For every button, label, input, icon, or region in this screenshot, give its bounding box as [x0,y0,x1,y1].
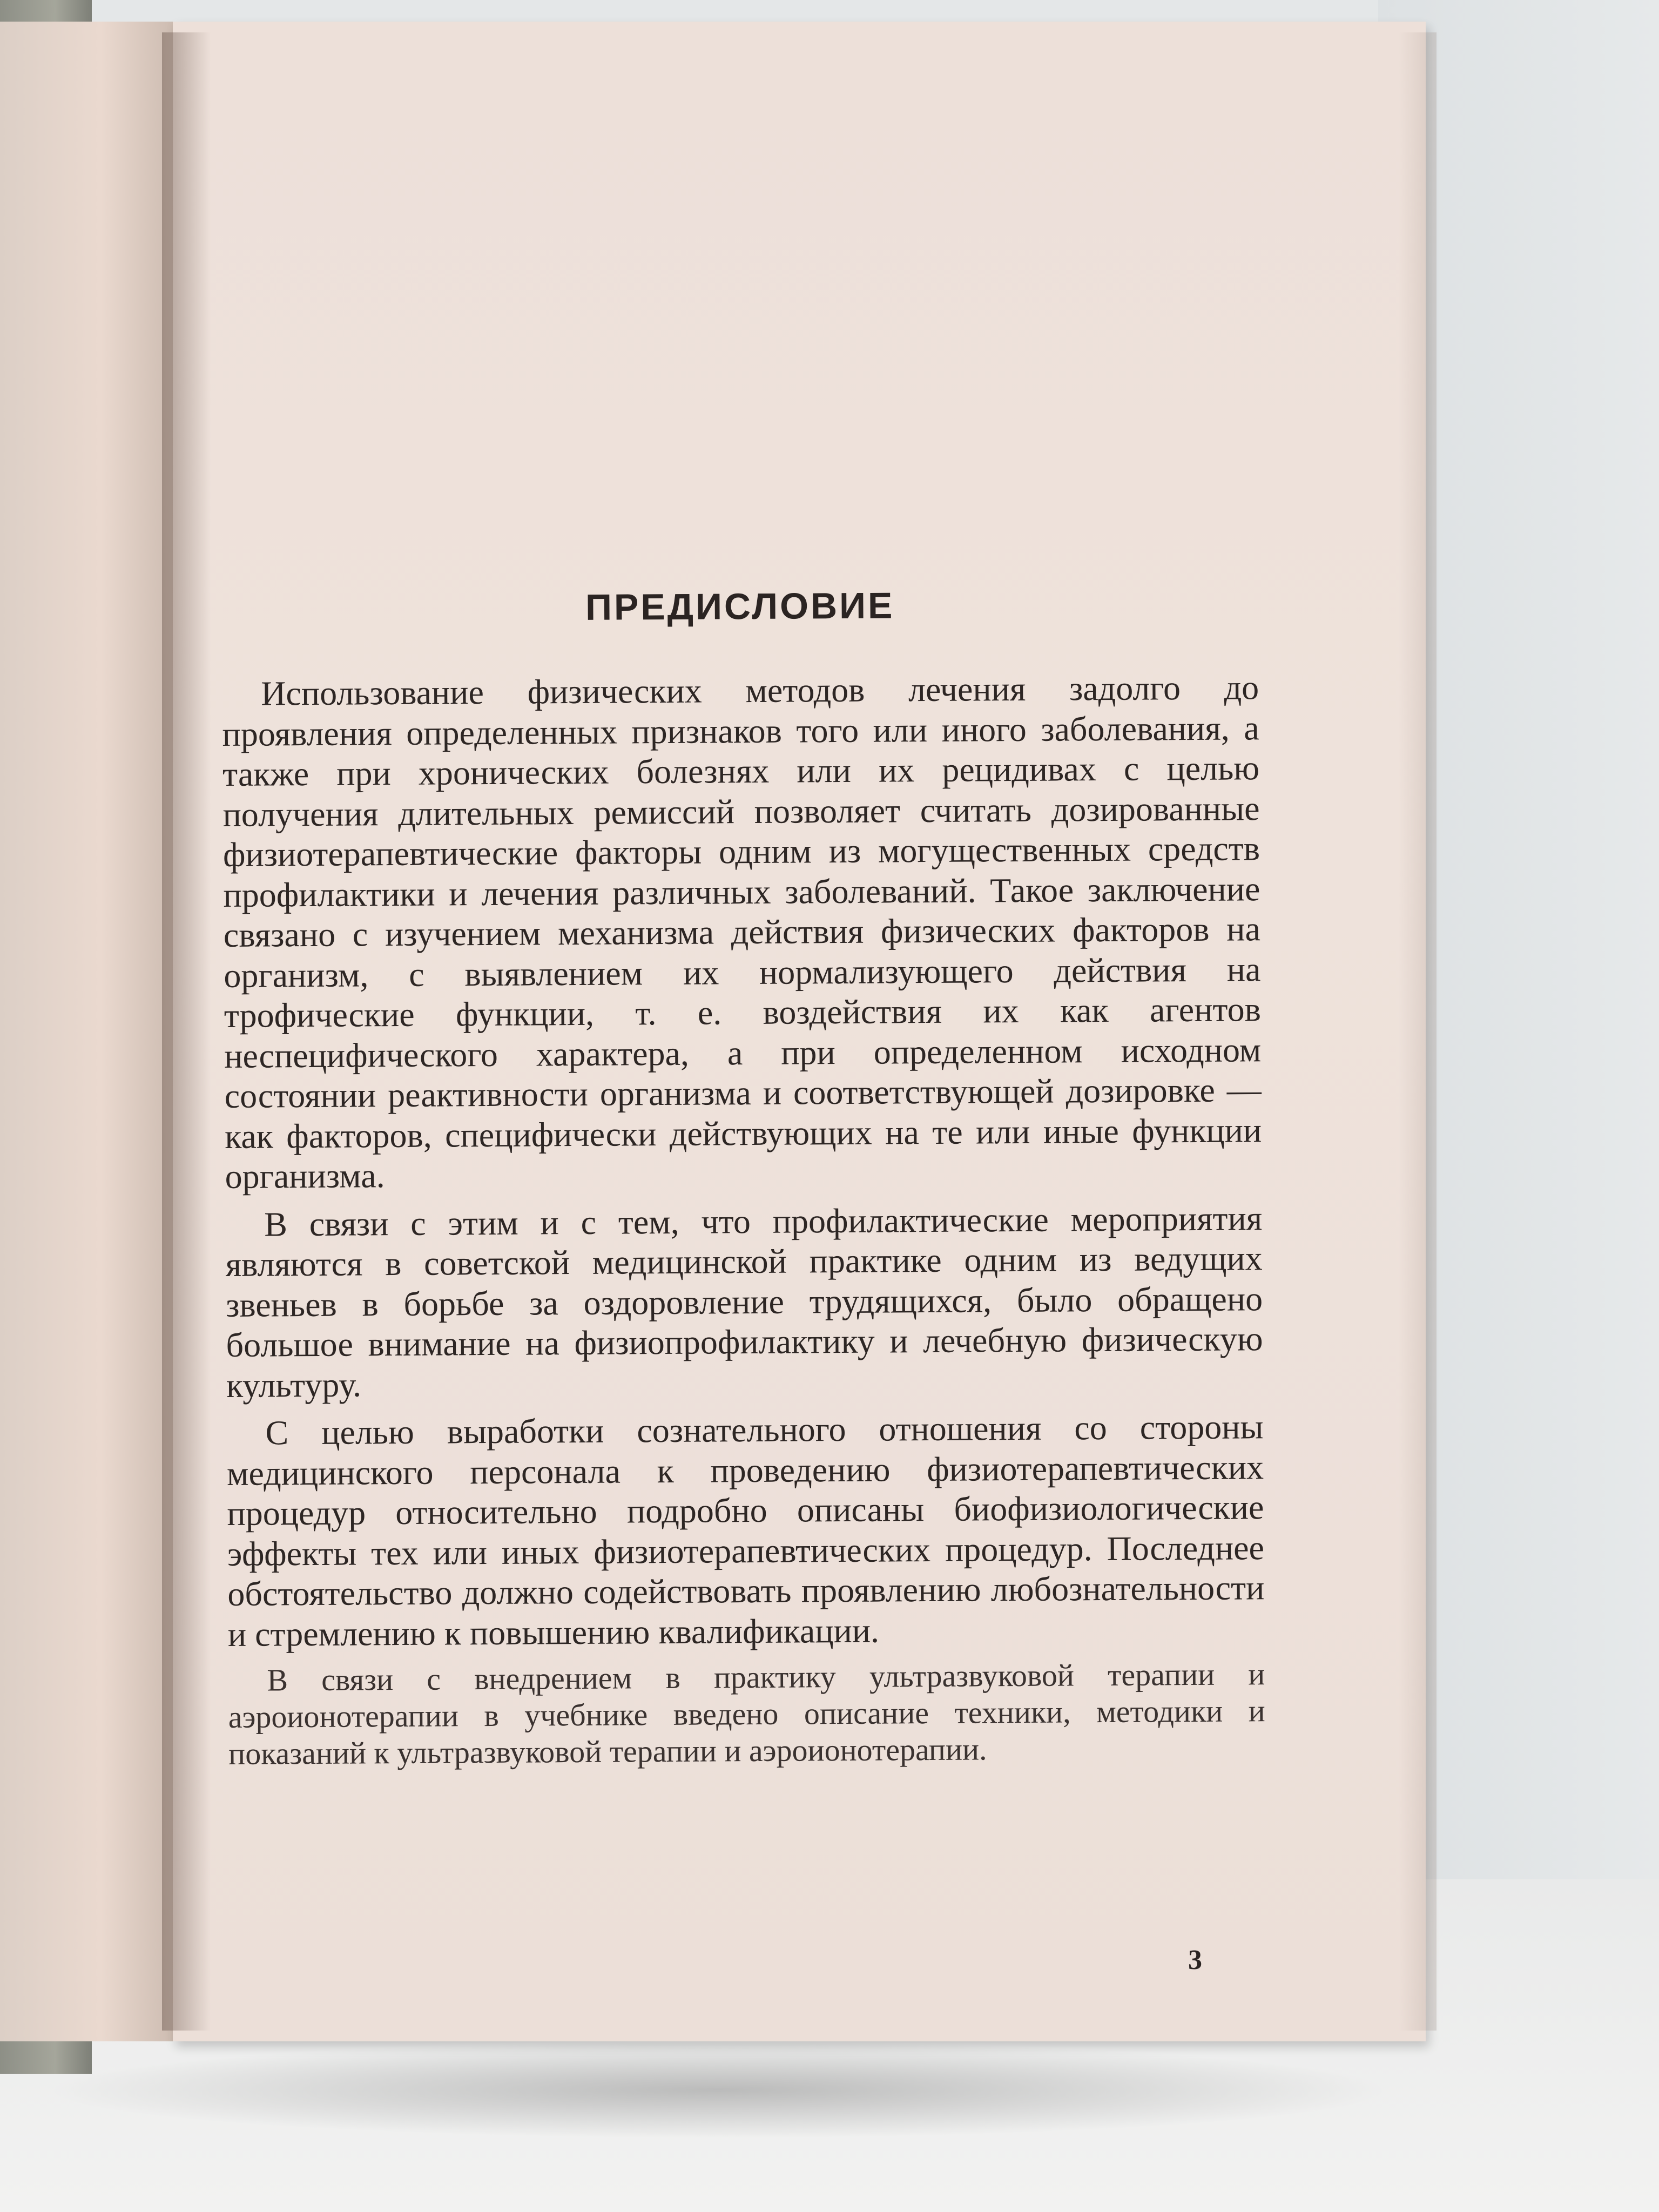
paragraph-3: С целью выработки сознательного отношения со стороны медицинского персонала к проведению физиотерапевтических процедур относительно подробно описаны биофизиологические эффекты тех или иных физиотерапевтических процедур. Последнее обстоятельство должно содействовать проявлению любознательности и стремлению к повышению квалификации. [226,1407,1265,1654]
page-text-block [221,582,1265,1772]
page-gutter-shadow [162,32,211,2031]
paragraph-2: В связи с этим и с тем, что профилактические мероприятия являются в советской медицинской практике одним из ведущих звеньев в борьбе за оздоровление трудящихся, было обращено большое внимание на физиопрофилактику и лечебную физическую культуру. [225,1198,1263,1405]
book-shadow [43,2041,1393,2139]
page-right-edge [1399,32,1437,2031]
paragraph-4: В связи с внедрением в практику ультразвуковой терапии и аэроионотерапии в учебнике введено описание техники, методики и показаний к ультразвуковой терапии и аэроионотерапии. [228,1656,1265,1771]
left-page-edge [0,22,184,2041]
paragraph-1: Использование физических методов лечения задолго до проявления определенных признаков того или иного заболевания, а также при хронических болезнях или их рецидивах с целью получения длительных ремиссий позволяет считать дозированные физиотерапевтические факторы одним из могущественных средств профилактики и лечения различных заболеваний. Такое заключение связано с изучением механизма действия физических факторов на организм, с выявлением их нормализующего действия на трофические функции, т. е. воздействия их как агентов неспецифического характера, а при определенном исходном состоянии реактивности организма и соответствующей дозировке — как факторов, специфически действующих на те или иные функции организма. [222,668,1262,1196]
page-number: 3 [1188,1945,1202,1975]
page-heading: ПРЕДИСЛОВИЕ [585,585,895,628]
